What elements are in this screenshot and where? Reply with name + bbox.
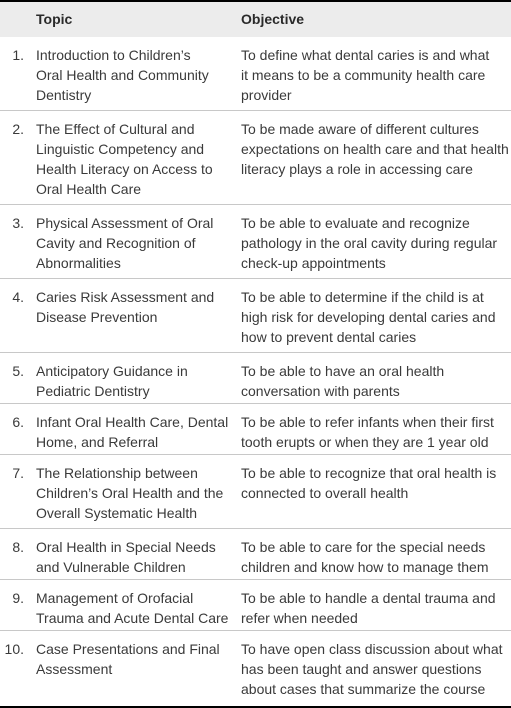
topic-line: Children’s Oral Health and the — [36, 485, 224, 501]
topic-line: Infant Oral Health Care, Dental — [36, 414, 229, 430]
objective-line: literacy plays a role in accessing care — [241, 161, 473, 177]
row-topic — [36, 639, 232, 679]
objective-line: To define what dental caries is and what — [241, 47, 490, 63]
topic-line: Assessment — [36, 661, 113, 677]
row-objective — [241, 588, 509, 628]
objective-line: To have open class discussion about what — [241, 641, 503, 657]
row-topic — [36, 463, 232, 523]
topic-line: Oral Health Care — [36, 181, 142, 197]
header-topic: Topic — [36, 11, 73, 27]
row-objective — [241, 361, 509, 401]
objective-line: about cases that summarize the course — [241, 681, 486, 697]
topic-line: and Vulnerable Children — [36, 559, 186, 575]
row-objective — [241, 287, 509, 347]
topic-line: Cavity and Recognition of — [36, 235, 196, 251]
topic-line: Introduction to Children’s — [36, 47, 191, 63]
topic-line: Oral Health and Community — [36, 67, 209, 83]
topic-line: The Effect of Cultural and — [36, 121, 195, 137]
objective-line: how to prevent dental caries — [241, 329, 417, 345]
topic-line: Oral Health in Special Needs — [36, 539, 216, 555]
objective-line: To be made aware of different cultures — [241, 121, 479, 137]
topic-line: Overall Systematic Health — [36, 505, 198, 521]
objective-line: check-up appointments — [241, 255, 386, 271]
row-topic — [36, 588, 232, 628]
table-row — [0, 631, 511, 706]
row-topic — [36, 412, 232, 452]
table-row — [0, 111, 511, 205]
topic-line: Caries Risk Assessment and — [36, 289, 215, 305]
row-objective — [241, 213, 509, 273]
table-row — [0, 279, 511, 353]
topic-line: Physical Assessment of Oral — [36, 215, 214, 231]
topic-line: Abnormalities — [36, 255, 121, 271]
row-number: 2. — [12, 121, 24, 137]
objective-line: connected to overall health — [241, 485, 409, 501]
objective-line: To be able to recognize that oral health is — [241, 465, 497, 481]
row-objective — [241, 639, 509, 699]
objective-line: it means to be a community health care — [241, 67, 486, 83]
row-number: 4. — [12, 289, 24, 305]
row-objective — [241, 45, 509, 105]
topic-line: The Relationship between — [36, 465, 198, 481]
objective-line: conversation with parents — [241, 383, 400, 399]
topic-line: Anticipatory Guidance in — [36, 363, 188, 379]
table-row — [0, 455, 511, 529]
topic-line: Case Presentations and Final — [36, 641, 220, 657]
row-number: 1. — [12, 47, 24, 63]
topic-line: Disease Prevention — [36, 309, 158, 325]
row-topic — [36, 537, 232, 577]
row-objective — [241, 119, 509, 179]
row-topic — [36, 213, 232, 273]
row-topic — [36, 361, 232, 401]
row-number: 6. — [12, 414, 24, 430]
table-header — [0, 2, 511, 37]
row-number: 10. — [4, 641, 24, 657]
objective-line: tooth erupts or when they are 1 year old — [241, 434, 489, 450]
table-body — [0, 37, 511, 706]
topic-line: Pediatric Dentistry — [36, 383, 150, 399]
row-topic — [36, 287, 232, 327]
row-number: 3. — [12, 215, 24, 231]
row-topic — [36, 119, 232, 199]
objective-line: children and know how to manage them — [241, 559, 489, 575]
row-objective — [241, 463, 509, 503]
objective-line: high risk for developing dental caries and — [241, 309, 496, 325]
row-number: 5. — [12, 363, 24, 379]
topic-line: Home, and Referral — [36, 434, 159, 450]
topic-line: Management of Orofacial — [36, 590, 194, 606]
objective-line: To be able to evaluate and recognize — [241, 215, 470, 231]
objective-line: provider — [241, 87, 292, 103]
row-objective — [241, 537, 509, 577]
table-row — [0, 37, 511, 111]
objective-line: expectations on health care and that health — [241, 141, 509, 157]
row-number: 9. — [12, 590, 24, 606]
objective-line: refer when needed — [241, 610, 358, 626]
objective-line: pathology in the oral cavity during regular — [241, 235, 498, 251]
table-row — [0, 353, 511, 404]
row-objective — [241, 412, 509, 452]
topic-line: Dentistry — [36, 87, 92, 103]
objective-line: To be able to determine if the child is at — [241, 289, 484, 305]
objective-line: To be able to refer infants when their first — [241, 414, 494, 430]
topic-line: Trauma and Acute Dental Care — [36, 610, 229, 626]
row-number: 7. — [12, 465, 24, 481]
objective-line: To be able to handle a dental trauma and — [241, 590, 496, 606]
objective-line: To be able to have an oral health — [241, 363, 445, 379]
table-row — [0, 529, 511, 580]
topic-line: Health Literacy on Access to — [36, 161, 213, 177]
topic-line: Linguistic Competency and — [36, 141, 205, 157]
row-number: 8. — [12, 539, 24, 555]
objective-line: To be able to care for the special needs — [241, 539, 486, 555]
objective-line: has been taught and answer questions — [241, 661, 482, 677]
table-row — [0, 404, 511, 455]
header-objective: Objective — [241, 11, 305, 27]
table-row — [0, 580, 511, 631]
table-row — [0, 205, 511, 279]
row-topic — [36, 45, 232, 105]
